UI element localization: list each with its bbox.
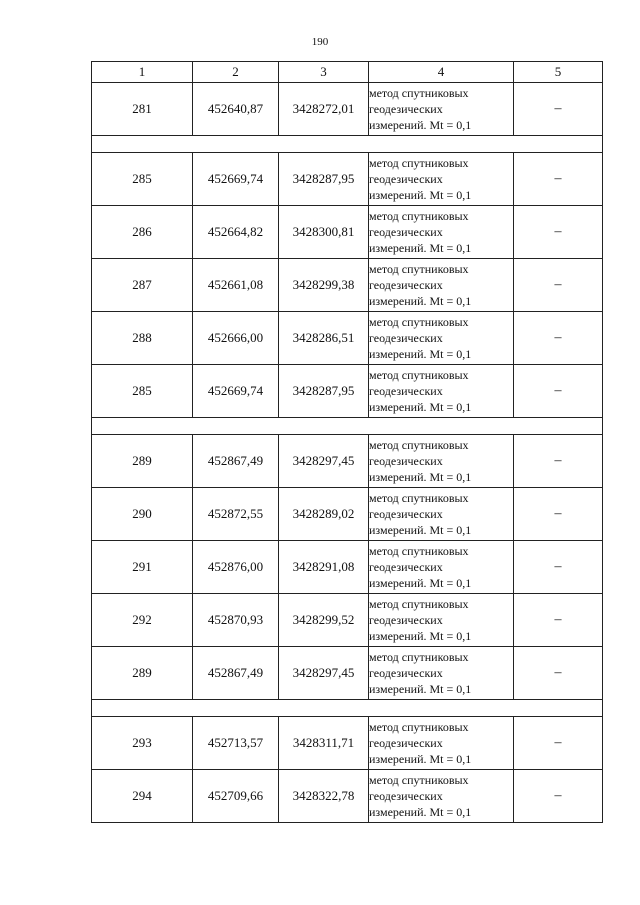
method-line: метод спутниковых (369, 596, 469, 611)
method-cell (369, 83, 514, 136)
x-coordinate-cell: 452640,87 (193, 83, 279, 136)
y-coordinate-cell: 3428311,71 (279, 717, 369, 770)
point-number-cell: 287 (92, 259, 193, 312)
dash-cell: – (514, 541, 603, 594)
table-row (92, 83, 603, 136)
x-coordinate-cell: 452876,00 (193, 541, 279, 594)
method-line: измерений. Mt = 0,1 (369, 576, 472, 591)
header-cell-4: 4 (369, 62, 514, 83)
method-line: метод спутниковых (369, 543, 469, 558)
method-cell (369, 153, 514, 206)
x-coordinate-cell: 452661,08 (193, 259, 279, 312)
y-coordinate-cell: 3428297,45 (279, 647, 369, 700)
dash-cell: – (514, 312, 603, 365)
method-line: измерений. Mt = 0,1 (369, 629, 472, 644)
x-coordinate-cell: 452872,55 (193, 488, 279, 541)
method-line: геодезических (369, 453, 443, 468)
method-line: метод спутниковых (369, 155, 469, 170)
header-cell-1: 1 (92, 62, 193, 83)
method-line: метод спутниковых (369, 208, 469, 223)
table-row (92, 312, 603, 365)
point-number-cell: 286 (92, 206, 193, 259)
table-row (92, 647, 603, 700)
method-line: геодезических (369, 735, 443, 750)
table-row (92, 488, 603, 541)
method-line: геодезических (369, 559, 443, 574)
dash-cell: – (514, 259, 603, 312)
table-row (92, 365, 603, 418)
method-cell (369, 770, 514, 823)
method-line: измерений. Mt = 0,1 (369, 400, 472, 415)
method-line: измерений. Mt = 0,1 (369, 347, 472, 362)
y-coordinate-cell: 3428286,51 (279, 312, 369, 365)
method-line: измерений. Mt = 0,1 (369, 523, 472, 538)
y-coordinate-cell: 3428291,08 (279, 541, 369, 594)
method-cell (369, 206, 514, 259)
method-line: измерений. Mt = 0,1 (369, 682, 472, 697)
separator-cell (92, 700, 603, 717)
method-cell (369, 365, 514, 418)
x-coordinate-cell: 452870,93 (193, 594, 279, 647)
method-line: измерений. Mt = 0,1 (369, 241, 472, 256)
method-cell (369, 312, 514, 365)
header-cell-2: 2 (193, 62, 279, 83)
dash-cell: – (514, 647, 603, 700)
separator-cell (92, 136, 603, 153)
dash-cell: – (514, 594, 603, 647)
y-coordinate-cell: 3428272,01 (279, 83, 369, 136)
contour-separator-row (92, 418, 603, 435)
point-number-cell: 290 (92, 488, 193, 541)
point-number-cell: 281 (92, 83, 193, 136)
x-coordinate-cell: 452709,66 (193, 770, 279, 823)
method-line: метод спутниковых (369, 314, 469, 329)
y-coordinate-cell: 3428287,95 (279, 153, 369, 206)
table-row (92, 206, 603, 259)
method-line: измерений. Mt = 0,1 (369, 118, 472, 133)
method-line: геодезических (369, 506, 443, 521)
method-line: измерений. Mt = 0,1 (369, 805, 472, 820)
dash-cell: – (514, 365, 603, 418)
method-line: метод спутниковых (369, 490, 469, 505)
y-coordinate-cell: 3428300,81 (279, 206, 369, 259)
method-line: геодезических (369, 277, 443, 292)
table-row (92, 770, 603, 823)
method-line: метод спутниковых (369, 649, 469, 664)
method-line: геодезических (369, 383, 443, 398)
method-line: измерений. Mt = 0,1 (369, 752, 472, 767)
table-row (92, 153, 603, 206)
contour-separator-row (92, 136, 603, 153)
method-line: метод спутниковых (369, 367, 469, 382)
x-coordinate-cell: 452867,49 (193, 435, 279, 488)
y-coordinate-cell: 3428299,52 (279, 594, 369, 647)
y-coordinate-cell: 3428289,02 (279, 488, 369, 541)
separator-cell (92, 418, 603, 435)
header-cell-5: 5 (514, 62, 603, 83)
method-line: метод спутниковых (369, 85, 469, 100)
method-line: геодезических (369, 224, 443, 239)
method-line: измерений. Mt = 0,1 (369, 470, 472, 485)
dash-cell: – (514, 206, 603, 259)
method-cell (369, 717, 514, 770)
x-coordinate-cell: 452664,82 (193, 206, 279, 259)
coordinates-table (91, 61, 603, 823)
table-row (92, 717, 603, 770)
contour-separator-row (92, 700, 603, 717)
point-number-cell: 288 (92, 312, 193, 365)
x-coordinate-cell: 452669,74 (193, 365, 279, 418)
point-number-cell: 285 (92, 153, 193, 206)
table-row (92, 594, 603, 647)
dash-cell: – (514, 488, 603, 541)
method-cell (369, 259, 514, 312)
page-number: 190 (311, 36, 329, 48)
table-row (92, 541, 603, 594)
point-number-cell: 294 (92, 770, 193, 823)
method-line: геодезических (369, 330, 443, 345)
dash-cell: – (514, 435, 603, 488)
point-number-cell: 289 (92, 435, 193, 488)
dash-cell: – (514, 83, 603, 136)
method-cell (369, 488, 514, 541)
point-number-cell: 293 (92, 717, 193, 770)
dash-cell: – (514, 770, 603, 823)
method-line: метод спутниковых (369, 772, 469, 787)
method-line: метод спутниковых (369, 261, 469, 276)
method-cell (369, 594, 514, 647)
method-line: геодезических (369, 171, 443, 186)
table-row (92, 259, 603, 312)
y-coordinate-cell: 3428297,45 (279, 435, 369, 488)
x-coordinate-cell: 452867,49 (193, 647, 279, 700)
method-line: измерений. Mt = 0,1 (369, 294, 472, 309)
y-coordinate-cell: 3428299,38 (279, 259, 369, 312)
method-line: геодезических (369, 665, 443, 680)
method-line: метод спутниковых (369, 719, 469, 734)
method-line: геодезических (369, 612, 443, 627)
method-cell (369, 435, 514, 488)
header-cell-3: 3 (279, 62, 369, 83)
method-line: геодезических (369, 101, 443, 116)
x-coordinate-cell: 452669,74 (193, 153, 279, 206)
point-number-cell: 285 (92, 365, 193, 418)
dash-cell: – (514, 717, 603, 770)
header-row (92, 62, 603, 83)
point-number-cell: 291 (92, 541, 193, 594)
method-line: измерений. Mt = 0,1 (369, 188, 472, 203)
table-body (92, 83, 603, 823)
y-coordinate-cell: 3428287,95 (279, 365, 369, 418)
method-line: геодезических (369, 788, 443, 803)
method-cell (369, 541, 514, 594)
point-number-cell: 292 (92, 594, 193, 647)
x-coordinate-cell: 452666,00 (193, 312, 279, 365)
table-row (92, 435, 603, 488)
method-line: метод спутниковых (369, 437, 469, 452)
point-number-cell: 289 (92, 647, 193, 700)
method-cell (369, 647, 514, 700)
y-coordinate-cell: 3428322,78 (279, 770, 369, 823)
dash-cell: – (514, 153, 603, 206)
x-coordinate-cell: 452713,57 (193, 717, 279, 770)
